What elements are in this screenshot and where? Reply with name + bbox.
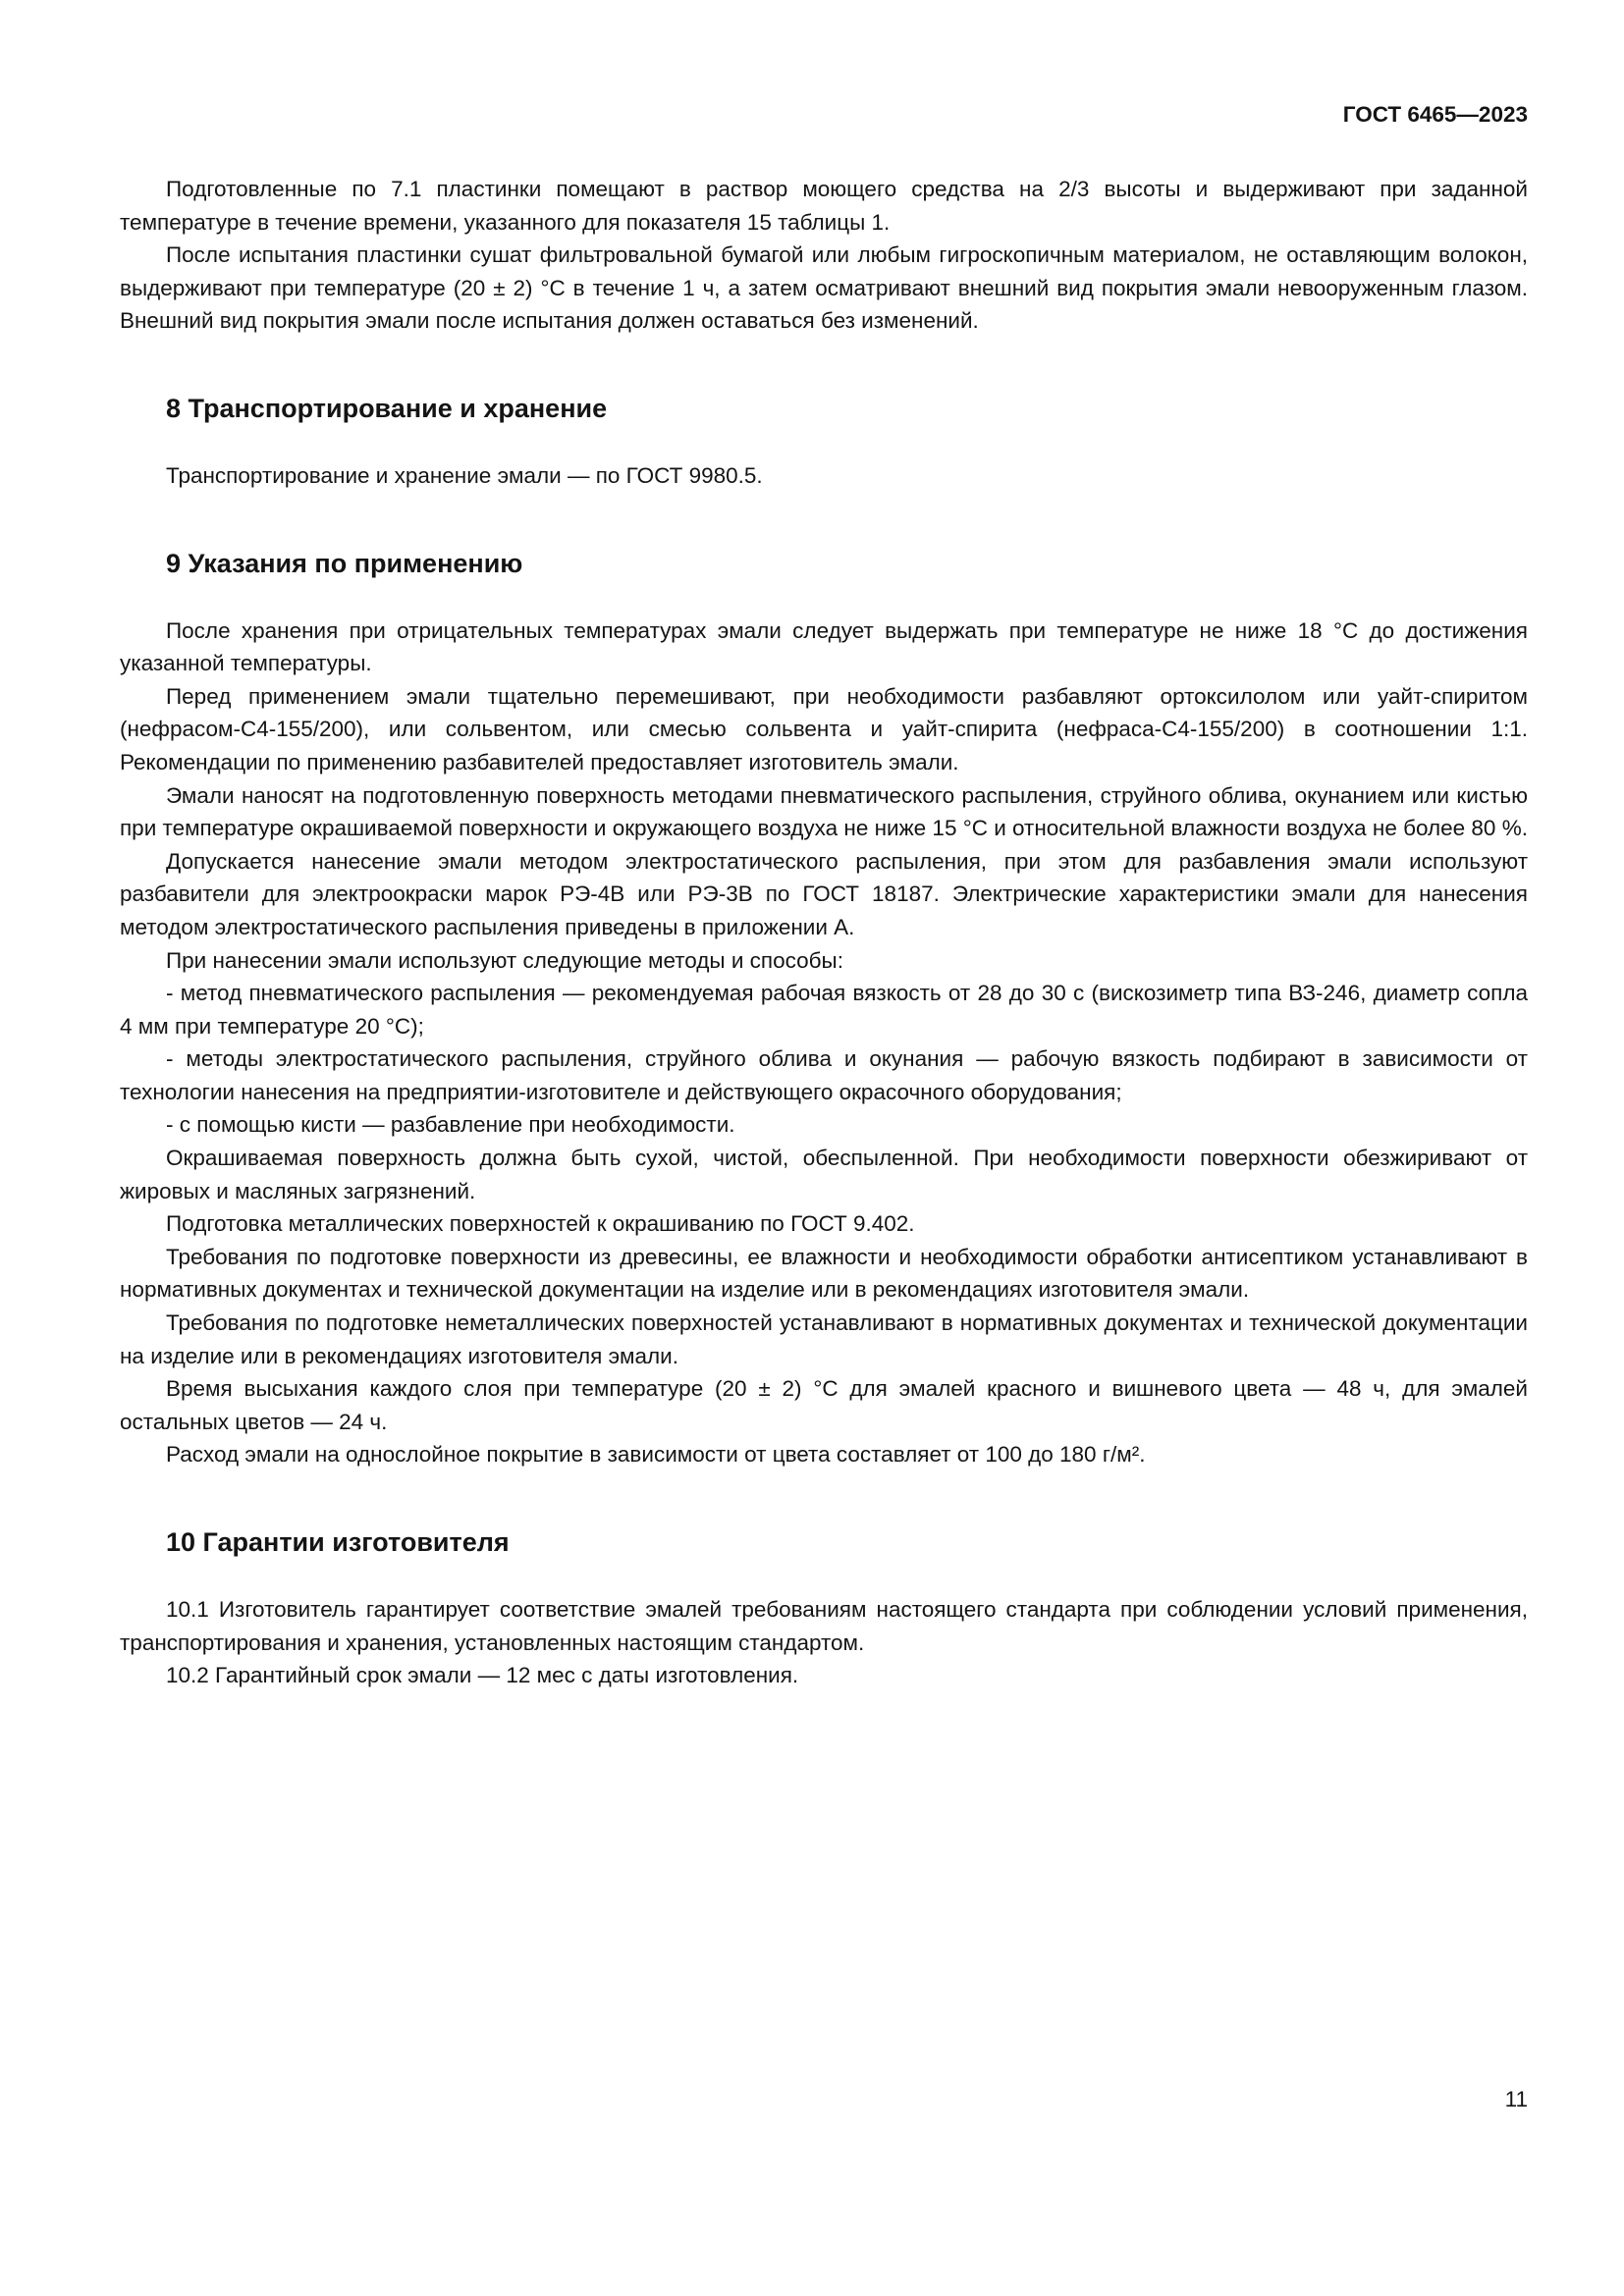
paragraph: Допускается нанесение эмали методом электростатического распыления, при этом для разбавления эмали используют разбавители для электроокраски марок РЭ-4В или РЭ-3В по ГОСТ 18187. Электрические характеристики эмали для нанесения методом электростатического распыления приведены в приложении А. (120, 848, 1528, 939)
section-heading-9: 9 Указания по применению (166, 548, 523, 578)
paragraph: При нанесении эмали используют следующие методы и способы: (166, 947, 843, 973)
paragraph: Требования по подготовке неметаллических поверхностей устанавливают в нормативных документах и технической документации на изделие или в рекомендациях изготовителя эмали. (120, 1310, 1528, 1368)
paragraph: Подготовка металлических поверхностей к окрашиванию по ГОСТ 9.402. (166, 1211, 915, 1237)
section-heading-8: 8 Транспортирование и хранение (166, 393, 608, 423)
paragraph: 10.1 Изготовитель гарантирует соответствие эмалей требованиям настоящего стандарта при соблюдении условий применения, транспортирования и хранения, установленных настоящим стандартом. (120, 1597, 1528, 1655)
page-content (120, 102, 1528, 1692)
paragraph: Перед применением эмали тщательно перемешивают, при необходимости разбавляют ортоксилолом или уайт-спиритом (нефрасом-С4-155/200), или сольвентом, или смесью сольвента и уайт-спирита (нефраса-С4-155/200) в соотношении 1:1. Рекомендации по применению разбавителей предоставляет изготовитель эмали. (120, 683, 1528, 774)
paragraph: Время высыхания каждого слоя при температуре (20 ± 2) °С для эмалей красного и вишневого цвета — 48 ч, для эмалей остальных цветов — 24 ч. (120, 1376, 1528, 1434)
document-number: ГОСТ 6465—2023 (1342, 102, 1528, 127)
list-item: - методы электростатического распыления, струйного облива и окунания — рабочую вязкость подбирают в зависимости от технологии нанесения на предприятии-изготовителе и действующего окрасочного оборудования; (120, 1046, 1528, 1104)
paragraph: После испытания пластинки сушат фильтровальной бумагой или любым гигроскопичным материалом, не оставляющим волокон, выдерживают при температуре (20 ± 2) °С в течение 1 ч, а затем осматривают внешний вид покрытия эмали невооруженным глазом. Внешний вид покрытия эмали после испытания должен оставаться без изменений. (120, 242, 1528, 334)
paragraph: 10.2 Гарантийный срок эмали — 12 мес с даты изготовления. (166, 1663, 799, 1688)
paragraph: Транспортирование и хранение эмали — по ГОСТ 9980.5. (166, 462, 763, 488)
paragraph: После хранения при отрицательных температурах эмали следует выдержать при температуре не ниже 18 °С до достижения указанной температуры. (120, 617, 1528, 676)
paragraph: Эмали наносят на подготовленную поверхность методами пневматического распыления, струйного облива, окунанием или кистью при температуре окрашиваемой поверхности и окружающего воздуха не ниже 15 °С и относительной влажности воздуха не более 80 %. (120, 782, 1528, 841)
list-item: - метод пневматического распыления — рекомендуемая рабочая вязкость от 28 до 30 с (вискозиметр типа ВЗ-246, диаметр сопла 4 мм при температуре 20 °С); (120, 981, 1528, 1039)
paragraph: Расход эмали на однослойное покрытие в зависимости от цвета составляет от 100 до 180 г/м². (166, 1442, 1146, 1468)
paragraph: Требования по подготовке поверхности из древесины, ее влажности и необходимости обработки антисептиком устанавливают в нормативных документах и технической документации на изделие или в рекомендациях изготовителя эмали. (120, 1244, 1528, 1303)
paragraph: Окрашиваемая поверхность должна быть сухой, чистой, обеспыленной. При необходимости поверхности обезжиривают от жировых и масляных загрязнений. (120, 1146, 1528, 1203)
list-item: - с помощью кисти — разбавление при необходимости. (166, 1112, 735, 1138)
page-number: 11 (1504, 2087, 1528, 2111)
paragraph: Подготовленные по 7.1 пластинки помещают в раствор моющего средства на 2/3 высоты и выдерживают при заданной температуре в течение времени, указанного для показателя 15 таблицы 1. (120, 177, 1528, 235)
section-heading-10: 10 Гарантии изготовителя (166, 1527, 510, 1557)
